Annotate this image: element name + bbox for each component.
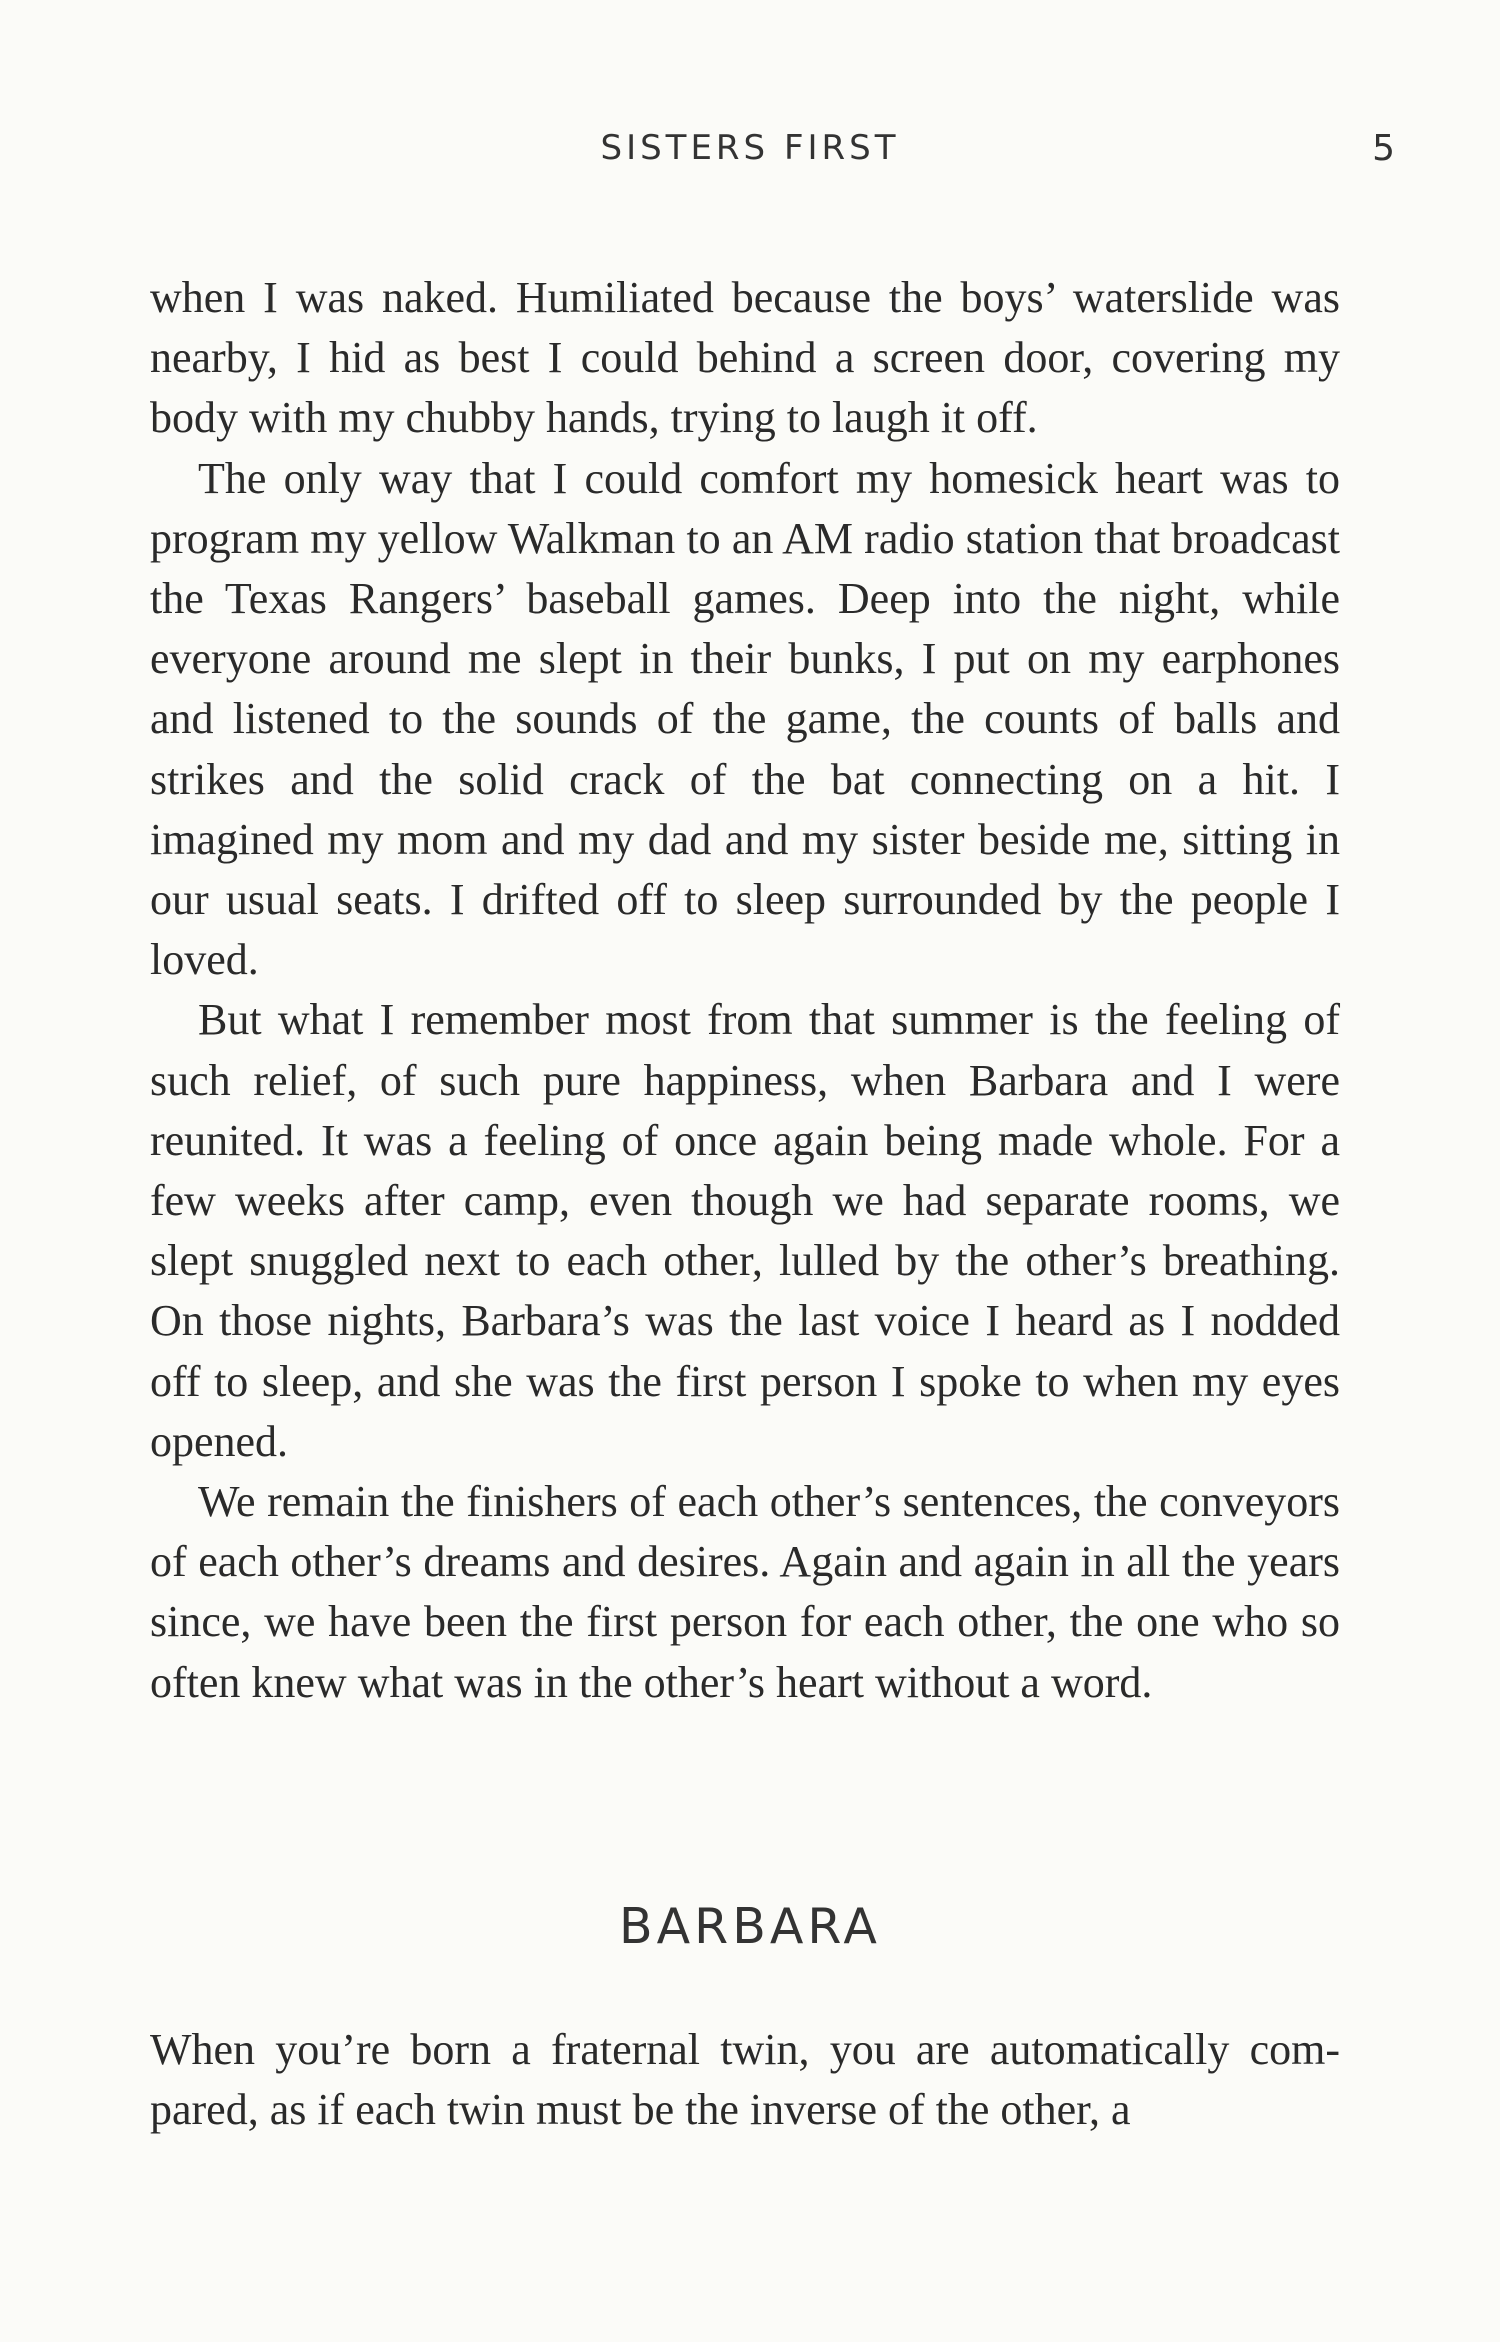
paragraph: The only way that I could comfort my homesick heart was to program my yellow Walkman to an AM radio station that broadcast the Texas Rangers’ baseball games. Deep into the night, while everyone around me slept in their bunks, I put on my earphones and listened to the sounds of the game, the counts of balls and strikes and the solid crack of the bat connecting on a hit. I imagined my mom and my dad and my sister beside me, sitting in our usual seats. I drifted off to sleep surrounded by the people I loved.: [150, 453, 1340, 985]
page-number: 5: [1372, 128, 1395, 169]
running-head-title: SISTERS FIRST: [600, 128, 900, 168]
paragraph: But what I remember most from that summer is the feeling of such relief, of such pure happiness, when Barbara and I were reunited. It was a feeling of once again being made whole. For a few weeks after camp, even though we had separate rooms, we slept snuggled next to each other, lulled by the other’s breathing. On those nights, Barbara’s was the last voice I heard as I nodded off to sleep, and she was the first person I spoke to when my eyes opened.: [150, 995, 1340, 1466]
section-text: [150, 2020, 1340, 2140]
paragraph: We remain the finishers of each other’s sentences, the conveyors of each other’s dreams and desires. Again and again in all the years since, we have been the first person for each other, the one who so often knew what was in the other’s heart without a word.: [150, 1477, 1340, 1707]
section-opening-paragraph: When you’re born a fraternal twin, you are automatically compared, as if each twin must be the inverse of the other, a: [150, 2025, 1340, 2135]
section-heading: BARBARA: [619, 1898, 881, 1955]
body-text: [150, 268, 1340, 1713]
running-head: [0, 128, 1500, 178]
paragraph: when I was naked. Humiliated because the boys’ waterslide was nearby, I hid as best I could behind a screen door, covering my body with my chubby hands, trying to laugh it off.: [150, 273, 1340, 443]
